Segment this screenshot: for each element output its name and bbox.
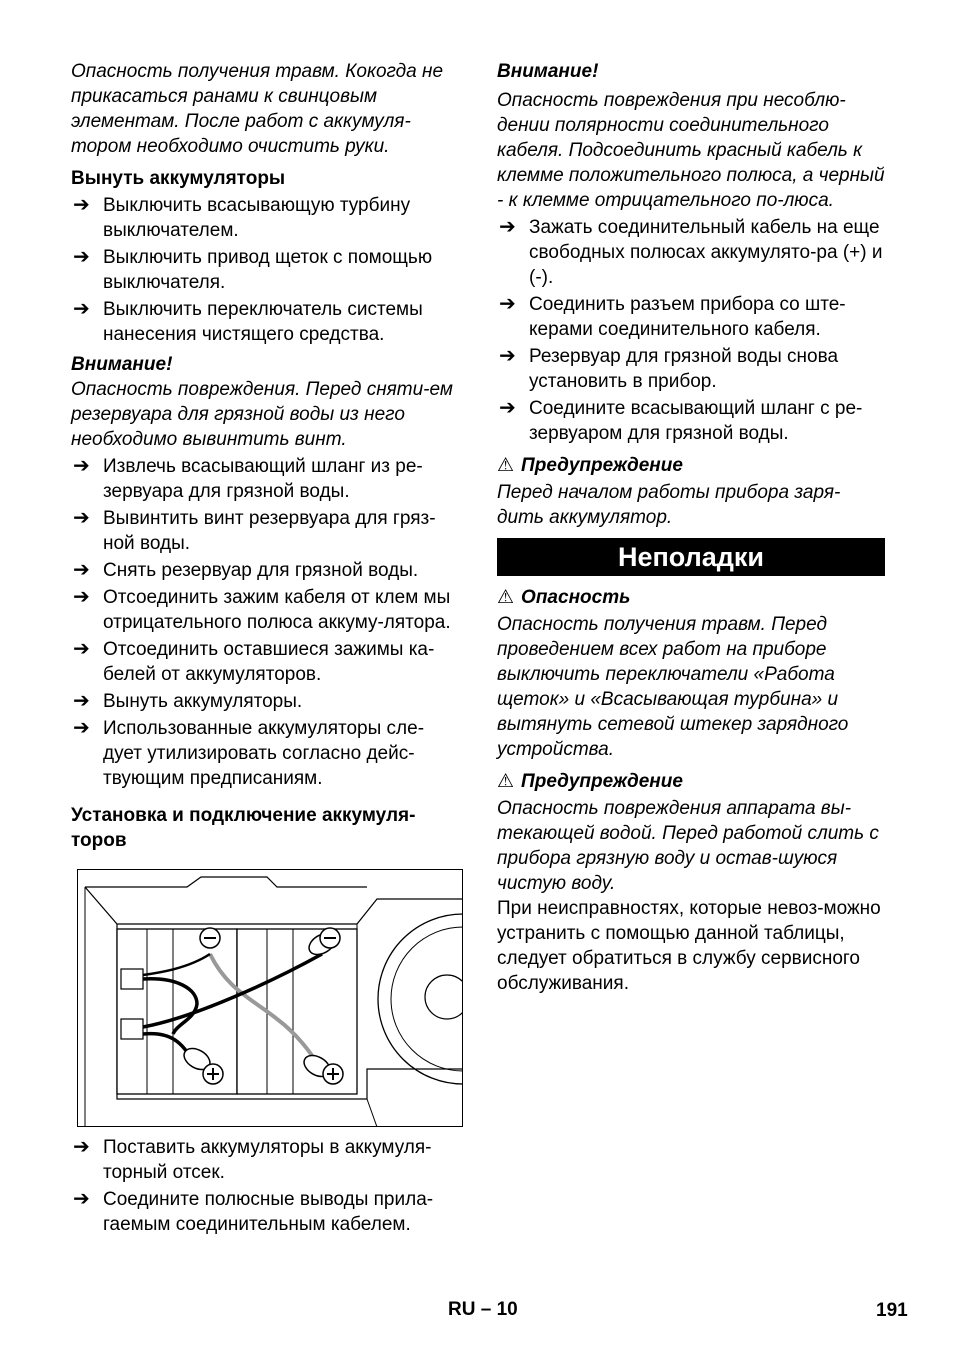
step-item [71, 506, 463, 556]
step-item [71, 1187, 463, 1237]
plus-terminal-icon [323, 1064, 343, 1084]
warning-triangle-icon: ⚠ [497, 587, 515, 608]
arrow-right-icon: ➔ [73, 298, 90, 320]
battery-diagram [77, 869, 463, 1127]
arrow-right-icon: ➔ [499, 293, 516, 315]
step-item [71, 585, 463, 635]
arrow-right-icon: ➔ [73, 559, 90, 581]
arrow-right-icon: ➔ [73, 194, 90, 216]
step-text: Снять резервуар для грязной воды. [103, 560, 419, 581]
step-item [71, 245, 463, 295]
arrow-right-icon: ➔ [499, 216, 516, 238]
step-item [497, 292, 885, 342]
service-text: При неисправностях, которые невоз-можно устранить с помощью данной таблицы, следует обратиться в службу сервисного обслуживания. [497, 898, 881, 994]
step-item [71, 637, 463, 687]
minus-terminal-icon [200, 928, 220, 948]
step-item [71, 297, 463, 347]
connect-steps-list [497, 215, 885, 446]
attention-label: Внимание! [71, 354, 173, 375]
warning-text-2: Опасность повреждения аппарата вы-текающей водой. Перед работой слить с прибора грязную воду и остав-шуюся чистую воду. [497, 798, 879, 894]
arrow-right-icon: ➔ [73, 586, 90, 608]
warning-triangle-icon: ⚠ [497, 455, 515, 476]
warning-label: Предупреждение [521, 455, 683, 476]
step-text: Вынуть аккумуляторы. [103, 691, 303, 712]
danger-label: Опасность [521, 587, 631, 608]
remove-steps-list-2 [71, 454, 463, 791]
intro-warning-text: Опасность получения травм. Кокогда не прикасаться ранами к свинцовым элементам. После работ с аккумуля-тором необходимо очистить руки. [71, 61, 444, 157]
step-text: Выключить всасывающую турбину выключателем. [103, 195, 411, 241]
step-item [71, 689, 463, 714]
polarity-attention-text: Опасность повреждения при несоблю-дении полярности соединительного кабеля. Подсоединить красный кабель к клемме положительного полюса, а черный - к клемме отрицательного по-люса. [497, 90, 885, 211]
plus-terminal-icon [203, 1064, 223, 1084]
arrow-right-icon: ➔ [73, 246, 90, 268]
step-item [497, 215, 885, 290]
step-text: Извлечь всасывающий шланг из ре-зервуара для грязной воды. [103, 456, 423, 502]
warning-triangle-icon: ⚠ [497, 771, 515, 792]
step-text: Выключить привод щеток с помощью выключателя. [103, 247, 433, 293]
arrow-right-icon: ➔ [73, 1136, 90, 1158]
remove-steps-list [71, 193, 463, 347]
arrow-right-icon: ➔ [73, 717, 90, 739]
install-steps-list [71, 1135, 463, 1237]
arrow-right-icon: ➔ [73, 1188, 90, 1210]
step-item [71, 1135, 463, 1185]
left-column [71, 59, 463, 1237]
warning-label-2: Предупреждение [521, 771, 683, 792]
right-column [497, 59, 885, 996]
step-text: Выключить переключатель системы нанесения чистящего средства. [103, 299, 423, 345]
step-text: Соедините всасывающий шланг с ре-зервуаром для грязной воды. [529, 398, 863, 444]
arrow-right-icon: ➔ [73, 455, 90, 477]
step-item [497, 344, 885, 394]
arrow-right-icon: ➔ [499, 345, 516, 367]
arrow-right-icon: ➔ [73, 690, 90, 712]
danger-text: Опасность получения травм. Перед проведением всех работ на приборе выключить переключатели «Работа щеток» и «Всасывающая турбина» и вытянуть сетевой штекер зарядного устройства. [497, 614, 849, 760]
step-text: Соединить разъем прибора со ште-керами соединительного кабеля. [529, 294, 846, 340]
step-item [71, 454, 463, 504]
step-item [71, 558, 463, 583]
arrow-right-icon: ➔ [73, 638, 90, 660]
step-text: Резервуар для грязной воды снова установить в прибор. [529, 346, 839, 392]
arrow-right-icon: ➔ [499, 397, 516, 419]
minus-terminal-icon [320, 928, 340, 948]
section-title-troubleshooting: Неполадки [497, 538, 885, 576]
danger-heading [497, 585, 885, 610]
warning-text: Перед началом работы прибора заря-дить аккумулятор. [497, 482, 841, 528]
step-text: Отсоединить оставшиеся зажимы ка-белей от аккумуляторов. [103, 639, 435, 685]
warning-heading-2 [497, 769, 885, 794]
attention-label: Внимание! [497, 61, 599, 82]
step-item [71, 716, 463, 791]
step-text: Соедините полюсные выводы прила-гаемым соединительным кабелем. [103, 1189, 434, 1235]
step-text: Вывинтить винт резервуара для гряз-ной воды. [103, 508, 436, 554]
warning-heading [497, 453, 885, 478]
footer-language-page: RU – 10 [448, 1299, 518, 1320]
step-text: Отсоединить зажим кабеля от клем мы отрицательного полюса аккуму-лятора. [103, 587, 451, 633]
arrow-right-icon: ➔ [73, 507, 90, 529]
step-item [71, 193, 463, 243]
remove-batteries-heading: Вынуть аккумуляторы [71, 168, 286, 189]
footer-page-number: 191 [876, 1300, 908, 1321]
attention-text: Опасность повреждения. Перед сняти-ем резервуара для грязной воды из него необходимо вывинтить винт. [71, 379, 453, 450]
step-text: Зажать соединительный кабель на еще свободных полюсах аккумулято-ра (+) и (-). [529, 217, 883, 288]
step-text: Использованные аккумуляторы сле-дует утилизировать согласно дейс-твующим предписаниям. [103, 718, 425, 789]
step-text: Поставить аккумуляторы в аккумуля-торный отсек. [103, 1137, 432, 1183]
step-item [497, 396, 885, 446]
battery-wiring-illustration [77, 869, 463, 1127]
install-batteries-heading: Установка и подключение аккумуля-торов [71, 805, 416, 851]
